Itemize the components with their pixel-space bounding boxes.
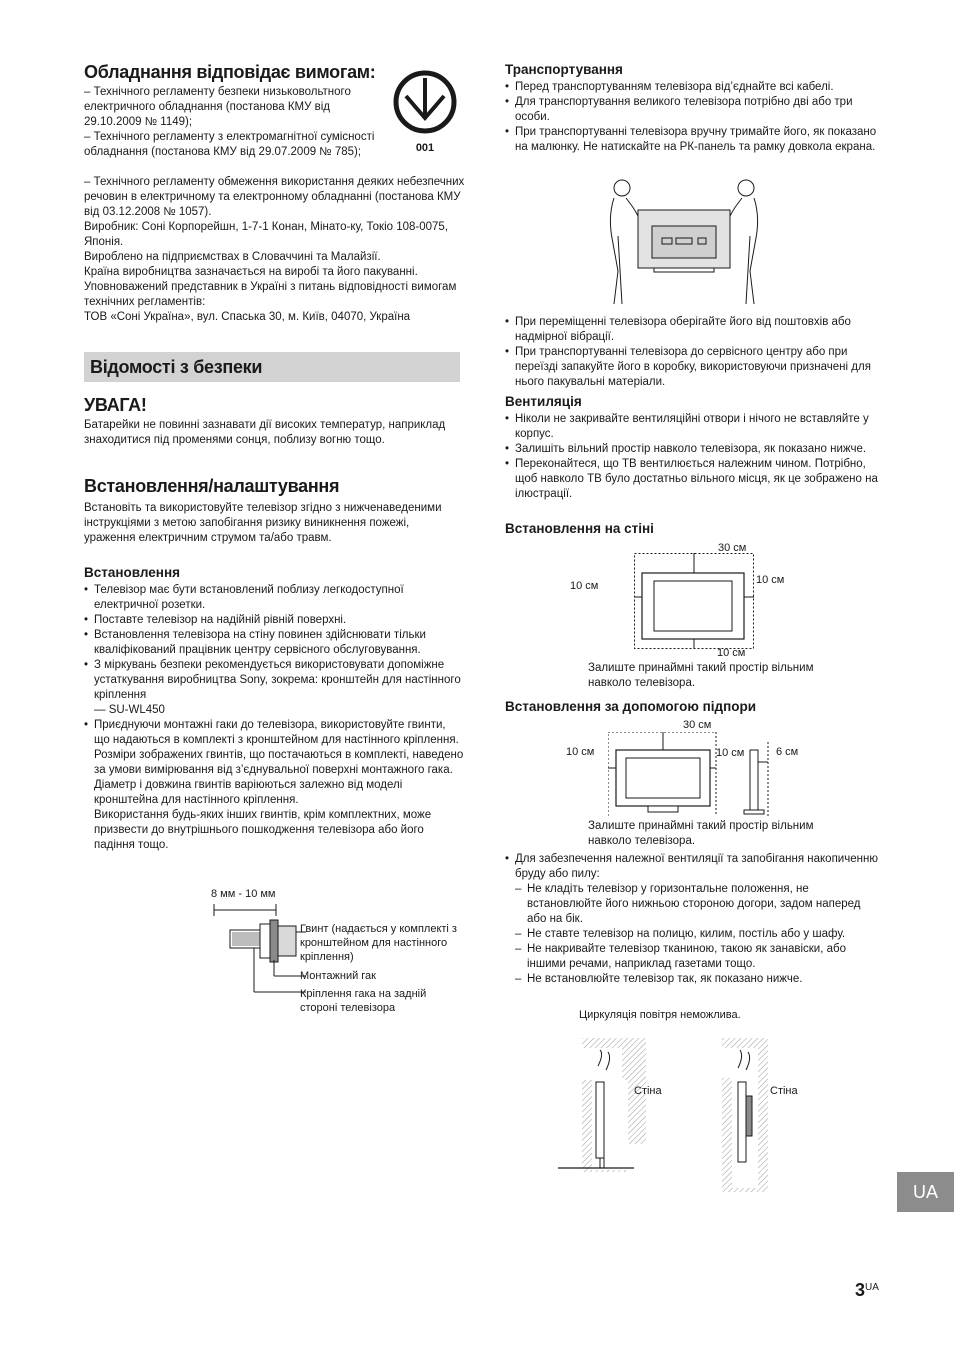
list-item: • Поставте телевізор на надійній рівній поверхні. [84,613,464,628]
stand-back-clearance: 6 см [776,746,799,758]
page-number-suffix: UA [865,1282,879,1293]
wall-right-clearance: 10 см [756,574,785,586]
install-intro: Встановіть та використовуйте телевізор згідно з нижченаведеними інструкціями з метою запобігання ризику виникнення пожежі, ураження електричним струмом та/або травм. [84,502,442,544]
compliance-line: Уповноважений представник в Україні з питань відповідності вимогам технічних регламентів: [84,281,457,308]
stand-mount-heading: Встановлення за допомогою підпори [505,699,757,714]
ukrainian-conformity-mark-icon [392,66,458,158]
list-item: • Перед транспортуванням телевізора від’єднайте всі кабелі. [505,80,885,95]
install-bullet-list [84,583,464,853]
wall-label-right: Стіна [770,1085,798,1097]
list-item: • При транспортуванні телевізора вручну тримайте його, як показано на малюнку. Не натискайте на РК-панель та рамку довкола екрана. [505,125,885,155]
tv-carrying-illustration [604,176,764,306]
wall-mount-heading: Встановлення на стіні [505,521,654,536]
list-item: • Переконайтеся, що ТВ вентилюється належним чином. Потрібно, щоб навколо ТВ було достатньо вільного місця, як це зображено на ілюстрації. [505,457,885,502]
wall-bottom-clearance: 10 см [717,647,746,659]
stand-left-clearance: 10 см [566,746,595,758]
mount-label: Кріплення гака на задній стороні телевізора [300,988,427,1014]
stand-clearance-diagram [608,732,776,816]
compliance-text-top [84,85,379,160]
stand-mount-caption: Залиште принаймні такий простір вільним навколо телевізора. [588,820,814,847]
ventilation-bullet-list [505,412,885,502]
stand-right-clearance: 10 см [716,747,745,759]
wall-mount-clearance-diagram [634,553,754,649]
ventilation-heading: Вентиляція [505,394,582,409]
compliance-heading: Обладнання відповідає вимогам: [84,62,376,82]
transport-bullet-list-2 [505,315,885,390]
install-subheading: Встановлення [84,565,180,580]
install-heading: Встановлення/налаштування [84,476,340,496]
hook-label: Монтажний гак [300,970,376,982]
compliance-line: – Технічного регламенту обмеження використання деяких небезпечних речовин в електричному та електронному обладнанні (постанова КМУ від 03.12.2008 № 1057). [84,176,465,218]
list-item: • З міркувань безпеки рекомендується використовувати допоміжне устаткування виробництва Sony, зокрема: кронштейн для настінного кріплення — SU-WL450 [84,658,464,718]
screw-diagram-illustration [210,902,306,1002]
list-item: • Для транспортування великого телевізора потрібно дві або три особи. [505,95,885,125]
warning-text: Батарейки не повинні зазнавати дії високих температур, наприклад знаходитися під променями сонця, поблизу вогню тощо. [84,419,446,446]
list-item: – Не ставте телевізор на полицю, килим, постіль або у шафу. [515,927,871,942]
transport-heading: Транспортування [505,62,623,77]
list-item: – Не кладіть телевізор у горизонтальне положення, не встановлюйте його нижньою стороною догори, задом наперед або на бік. [515,882,871,927]
language-tab: UA [897,1172,954,1212]
airflow-caption: Циркуляція повітря неможлива. [579,1009,741,1021]
list-item: • При транспортуванні телевізора до сервісного центру або при переїзді запакуйте його в коробку, використовуючи призначені для нього пакувальні матеріали. [505,345,885,390]
list-item: • При переміщенні телевізора оберігайте його від поштовхів або надмірної вібрації. [505,315,885,345]
list-item: – Не встановлюйте телевізор так, як показано нижче. [515,972,871,987]
warning-heading: УВАГА! [84,395,147,415]
compliance-text-bottom [84,175,466,325]
stand-top-clearance: 30 см [683,719,712,731]
page-number [855,1280,879,1301]
prevention-bullet-list [505,852,885,882]
safety-section-bar [84,352,460,382]
mark-code: 001 [415,142,435,154]
compliance-line: Вироблено на підприємствах в Словаччині та Малайзії. [84,251,381,263]
list-item: • Для забезпечення належної вентиляції та запобігання накопиченню бруду або пилу: [505,852,885,882]
wall-mount-caption: Залиште принаймні такий простір вільним навколо телевізора. [588,662,814,689]
compliance-line: Країна виробництва зазначається на виробі та його пакуванні. [84,266,418,278]
transport-bullet-list [505,80,885,155]
compliance-line: – Технічного регламенту з електромагнітної сумісності обладнання (постанова КМУ від 29.07.2009 № 785); [84,131,375,158]
list-item: – Не накривайте телевізор тканиною, такою як занавіски, або іншими речами, наприклад газетами тощо. [515,942,871,972]
wall-top-clearance: 30 см [718,542,747,554]
compliance-line: ТОВ «Соні Україна», вул. Спаська 30, м. Київ, 04070, Україна [84,311,411,323]
compliance-line: – Технічного регламенту безпеки низьковольтного електричного обладнання (постанова КМУ від 29.10.2009 № 1149); [84,86,351,128]
list-item: • Приєднуючи монтажні гаки до телевізора, використовуйте гвинти, що надаються в комплекті з кронштейном для настінного кріплення. Розміри зображених гвинтів, що постачаються в комплекті, наведено за умови вимірювання від з’єднувальної поверхні монтажного гака. Діаметр і довжина гвинтів варіюються залежно від моделі кронштейна для настінного кріплення. Використання будь-яких інших гвинтів, крім комплектних, може призвести до внутрішнього пошкодження телевізора або його падіння тощо. [84,718,464,853]
list-item: • Телевізор має бути встановлений поблизу легкодоступної електричної розетки. [84,583,464,613]
airflow-blocked-illustration [558,1034,808,1194]
page-number-value: 3 [855,1280,866,1300]
prevention-dash-list [515,882,871,987]
list-item: • Ніколи не закривайте вентиляційні отвори і нічого не вставляйте у корпус. [505,412,885,442]
list-item: • Встановлення телевізора на стіну повинен здійснювати тільки кваліфікований працівник центру сервісного обслуговування. [84,628,464,658]
wall-left-clearance: 10 см [570,580,599,592]
safety-section-title: Відомості з безпеки [90,357,263,377]
compliance-line: Виробник: Соні Корпорейшн, 1-7-1 Конан, Мінато-ку, Токіо 108-0075, Японія. [84,221,449,248]
list-item: • Залишіть вільний простір навколо телевізора, як показано нижче. [505,442,885,457]
screw-label: Гвинт (надається у комплекті з кронштейном для настінного кріплення) [300,923,457,963]
screw-size-label: 8 мм - 10 мм [211,888,276,900]
wall-label-left: Стіна [634,1085,662,1097]
